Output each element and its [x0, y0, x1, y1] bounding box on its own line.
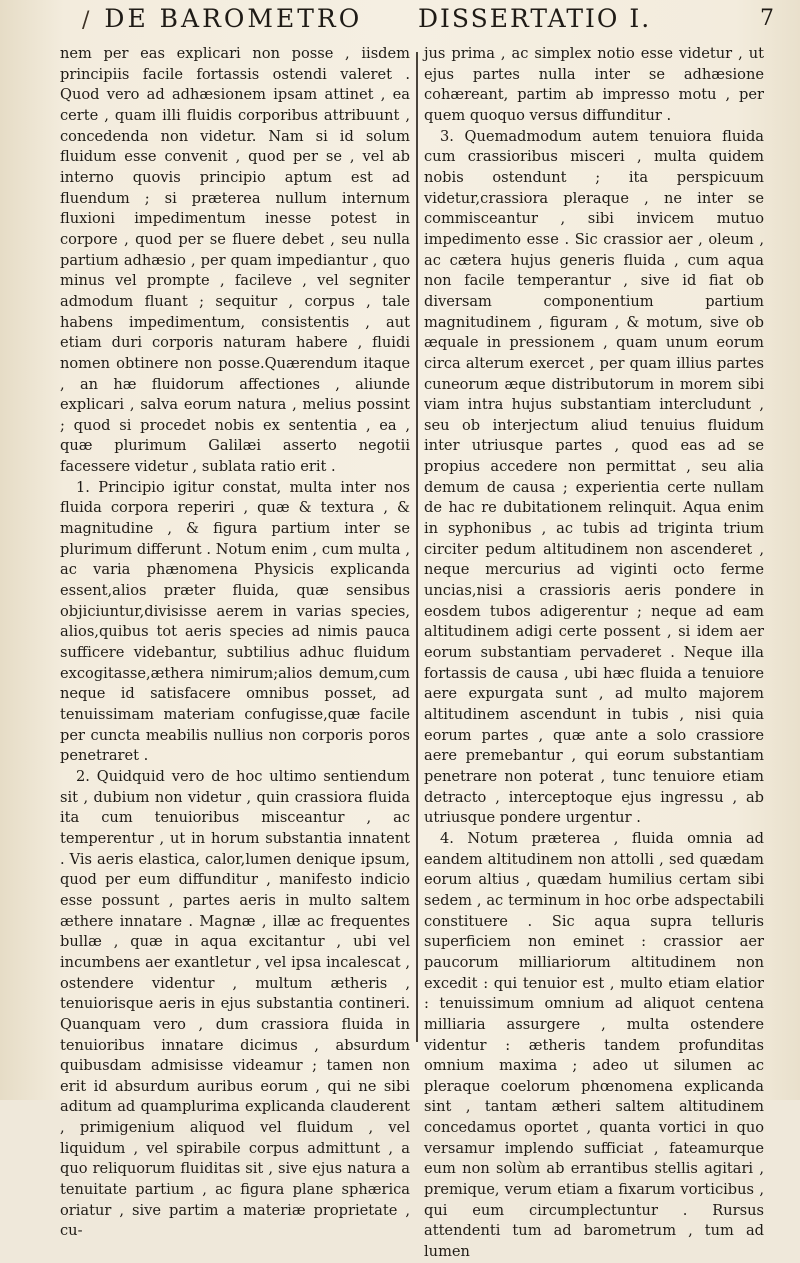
- header-right-title: DISSERTATIO I.: [418, 4, 652, 33]
- right-column: [424, 44, 764, 1261]
- left-paragraph-2: 2. Quidquid vero de hoc ultimo sentiendum sit , dubium non videtur , quin crassiora fluida ita cum tenuioribus misceantur , ac temperentur , ut in horum substantia innatent . Vis aeris elastica, calor,lumen denique ipsum, quod per eum diffunditur , manifesto indicio esse possunt , partes aeris in multo saltem æthere innatare . Magnæ , illæ ac frequentes bullæ , quæ in aqua excitantur , ubi vel incumbens aer exantletur , vel ipsa incalescat , ostendere videntur , multum ætheris , tenuiorisque aeris in ejus substantia contineri. Quanquam vero , dum crassiora fluida in tenuioribus innatare dicimus , absurdum quibusdam admisisse videamur ; tamen non erit id absurdum auribus eorum , qui ne sibi aditum ad quamplurima explicanda clauderent , primigenium aliquod vel fluidum , vel liquidum , vel spirabile corpus admittunt , a quo reliquorum fluiditas sit , sive ejus natura a tenuitate partium , ac figura plane sphærica oriatur , sive partim a materiæ proprietate , cu-: [60, 767, 410, 1240]
- column-divider: [416, 52, 418, 1042]
- left-column: [60, 44, 410, 1240]
- left-paragraph-continuation: nem per eas explicari non posse , iisdem principiis facile fortassis ostendi valeret . Quod vero ad adhæsionem ipsam attinet , ea certe , quam illi fluidis corporibus attribuunt , concedenda non videtur. Nam si id solum fluidum esse convenit , quod per se , vel ab interno quovis principio aptum est ad fluendum ; si præterea nullum internum fluxioni impedimentum inesse potest in corpore , quod per se fluere debet , seu nulla partium adhæsio , per quam impediantur , quo minus vel prompte , facileve , vel segniter admodum fluant ; sequitur , corpus , tale habens impedimentum, consistentis , aut etiam duri corporis naturam habere , fluidi nomen obtinere non posse.Quærendum itaque , an hæ fluidorum affectiones , aliunde explicari , salva eorum natura , melius possint ; quod si procedet nobis ex sententia , ea , quæ plurimum Galilæi asserto negotii facessere videtur , sublata ratio erit .: [60, 45, 410, 476]
- left-paragraph-1: 1. Principio igitur constat, multa inter nos fluida corpora reperiri , quæ & textura , & magnitudine , & figura partium inter se plurimum differunt . Notum enim , cum multa , ac varia phænomena Physicis explicanda essent,alios præter fluida, quæ sensibus objiciuntur,divisisse aerem in varias species, alios,quibus tot aeris species ad nimis pauca sufficere videbantur, subtilius adhuc fluidum excogitasse,æthera nimirum;alios demum,cum neque id satisfacere omnibus posset, ad tenuissimam materiam confugisse,quæ facile per cuncta meabilis nullius non corporis poros penetraret .: [60, 478, 410, 765]
- page-number: 7: [760, 6, 774, 31]
- header-left-title: DE BAROMETRO: [104, 4, 363, 33]
- right-paragraph-4: 4. Notum præterea , fluida omnia ad eandem altitudinem non attolli , sed quædam eorum altius , quædam humilius certam sibi sedem , ac terminum in hoc orbe adspectabili constituere . Sic aqua supra telluris superficiem non eminet : crassior aer paucorum milliariorum altitudinem non excedit : qui tenuior est , multo etiam elatior : tenuissimum omnium ad aliquot centena milliaria assurgere , multa ostendere videntur : ætheris tandem profunditas omnium maxima ; adeo ut silumen ac pleraque coelorum phœnomena explicanda sint , tantam ætheri saltem altitudinem concedamus oportet , quanta vortici in quo versamur implendo sufficiat , fateamurque eum non solùm ab errantibus stellis agitari , premique, verum etiam a fixarum vorticibus , qui eum circumplectuntur . Rursus attendenti tum ad barometrum , tum ad lumen: [424, 829, 764, 1261]
- right-paragraph-3: 3. Quemadmodum autem tenuiora fluida cum crassioribus misceri , multa quidem nobis ostendunt ; ita perspicuum videtur,crassiora pleraque , ne inter se commisceantur , sibi invicem mutuo impedimento esse . Sic crassior aer , oleum , ac cætera hujus generis fluida , cum aqua non facile temperantur , sive id fiat ob diversam componentium partium magnitudinem , figuram , & motum, sive ob æquale in pressionem , quam unum eorum circa alterum exercet , per quam illius partes cuneorum æque distributorum in morem sibi viam intra hujus substantiam intercludunt , seu ob interjectum aliud tenuius fluidum inter utriusque partes , quod eas ad se propius accedere non permittat , seu alia demum de causa ; experientia certe nullam de hac re dubitationem relinquit. Aqua enim in syphonibus , ac tubis ad triginta trium circiter pedum altitudinem non ascenderet , neque mercurius ad viginti octo ferme uncias,nisi a crassioris aeris pondere in eosdem tubos adigerentur ; neque ad eam altitudinem adigi certe possent , si idem aer eorum substantiam pervaderet . Neque illa fortassis de causa , ubi hæc fluida a tenuiore aere expurgata sunt , ad multo majorem altitudinem ascendunt in tubis , nisi quia eorum partes , quæ ante a solo crassiore aere premebantur , qui eorum substantiam penetrare non poterat , tunc tenuiore etiam detracto , interceptoque ejus ingressu , ab utriusque pondere urgentur .: [424, 127, 764, 827]
- right-paragraph-continuation: jus prima , ac simplex notio esse videtur , ut ejus partes nulla inter se adhæsione cohæreant, partim ab impresso motu , per quem quoquo versus diffunditur .: [424, 45, 764, 124]
- header-left-mark: /: [82, 8, 93, 33]
- running-head-left: [82, 2, 412, 36]
- running-head: [0, 0, 800, 46]
